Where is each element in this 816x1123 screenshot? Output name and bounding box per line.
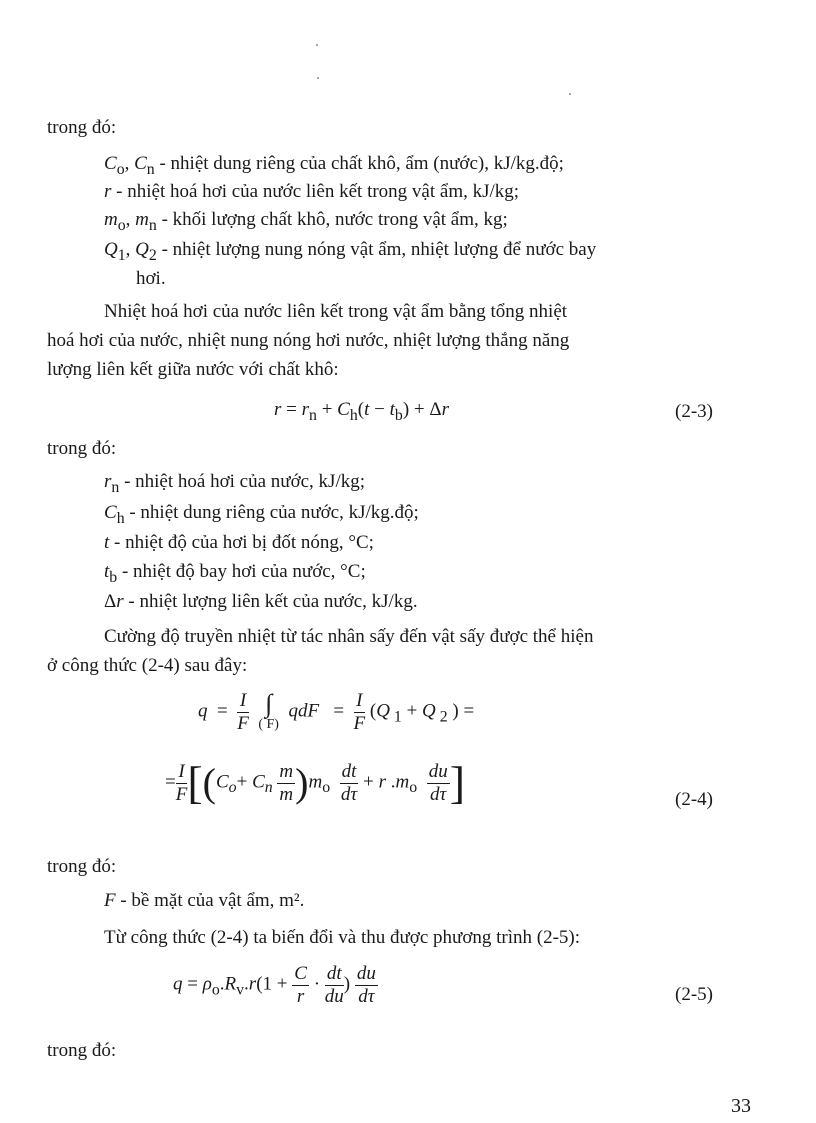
definition-line: Δr - nhiệt lượng liên kết của nước, kJ/kg. bbox=[104, 591, 418, 612]
paragraph-line: Nhiệt hoá hơi của nước liên kết trong vật ẩm bằng tổng nhiệt bbox=[104, 301, 568, 322]
definition-line: $C_h$ - nhiệt dung riêng của nước, kJ/kg.độ; bbox=[104, 502, 419, 527]
definition-line: $m_o$, $m_n$ - khối lượng chất khô, nước trong vật ẩm, kg; bbox=[104, 209, 508, 234]
paragraph-line: Từ công thức (2-4) ta biến đổi và thu được phương trình (2-5): bbox=[104, 927, 581, 948]
definition-line: t - nhiệt độ của hơi bị đốt nóng, °C; bbox=[104, 532, 374, 553]
equation-number: (2-4) bbox=[675, 789, 713, 810]
scan-speck bbox=[316, 44, 318, 46]
scan-speck bbox=[569, 93, 571, 95]
text-line: trong đó: bbox=[47, 1040, 117, 1061]
text-line: trong đó: bbox=[47, 438, 117, 459]
paragraph-line: Cường độ truyền nhiệt từ tác nhân sấy đến vật sấy được thể hiện bbox=[104, 626, 594, 647]
paragraph-line: ở công thức (2-4) sau đây: bbox=[47, 655, 248, 676]
definition-line: r - nhiệt hoá hơi của nước liên kết trong vật ẩm, kJ/kg; bbox=[104, 181, 520, 202]
equation-number: (2-5) bbox=[675, 984, 713, 1005]
paragraph-line: hoá hơi của nước, nhiệt nung nóng hơi nước, nhiệt lượng thắng năng bbox=[47, 330, 570, 351]
equation-2-4-line2: = $\frac{I}{F}$ [($C_o+ C_n$ $\frac{m}{m}$ )$m_o$ $\frac{dt}{d\tau}$ + r $.m_o$ $\frac{du}{d\tau}$ ] bbox=[165, 757, 466, 808]
page-number: 33 bbox=[731, 1095, 751, 1117]
text-line: hơi. bbox=[136, 268, 166, 289]
equation-number: (2-3) bbox=[675, 401, 713, 422]
definition-line: $r_n$ - nhiệt hoá hơi của nước, kJ/kg; bbox=[104, 471, 366, 496]
text-line: trong đó: bbox=[47, 856, 117, 877]
scan-speck bbox=[317, 77, 319, 79]
paragraph-line: lượng liên kết giữa nước với chất khô: bbox=[47, 359, 339, 380]
equation-2-5: $q = \rho_o.R_v.r(1$ + $\frac{C}{r}$ · $\frac{dt}{du}$ ) $\frac{du}{d\tau}$ bbox=[173, 963, 376, 1007]
definition-line: $t_b$ - nhiệt độ bay hơi của nước, °C; bbox=[104, 561, 366, 586]
text-line: trong đó: bbox=[47, 117, 117, 138]
definition-line: $C_o$, $C_n$ - nhiệt dung riêng của chất khô, ẩm (nước), kJ/kg.độ; bbox=[104, 153, 564, 178]
equation-2-3: $r = r_n + C_h(t - t_b) + \Delta r$ bbox=[274, 399, 449, 424]
equation-2-4-line1: q = $\frac{I}{F}$ ∫ ( F) qdF = $\frac{I}{F}$ (Q $_1$ + Q $_2$ ) = bbox=[198, 688, 475, 734]
definition-line: F - bề mặt của vật ẩm, m². bbox=[104, 890, 305, 911]
definition-line: $Q_1$, $Q_2$ - nhiệt lượng nung nóng vật ẩm, nhiệt lượng để nước bay bbox=[104, 239, 597, 264]
